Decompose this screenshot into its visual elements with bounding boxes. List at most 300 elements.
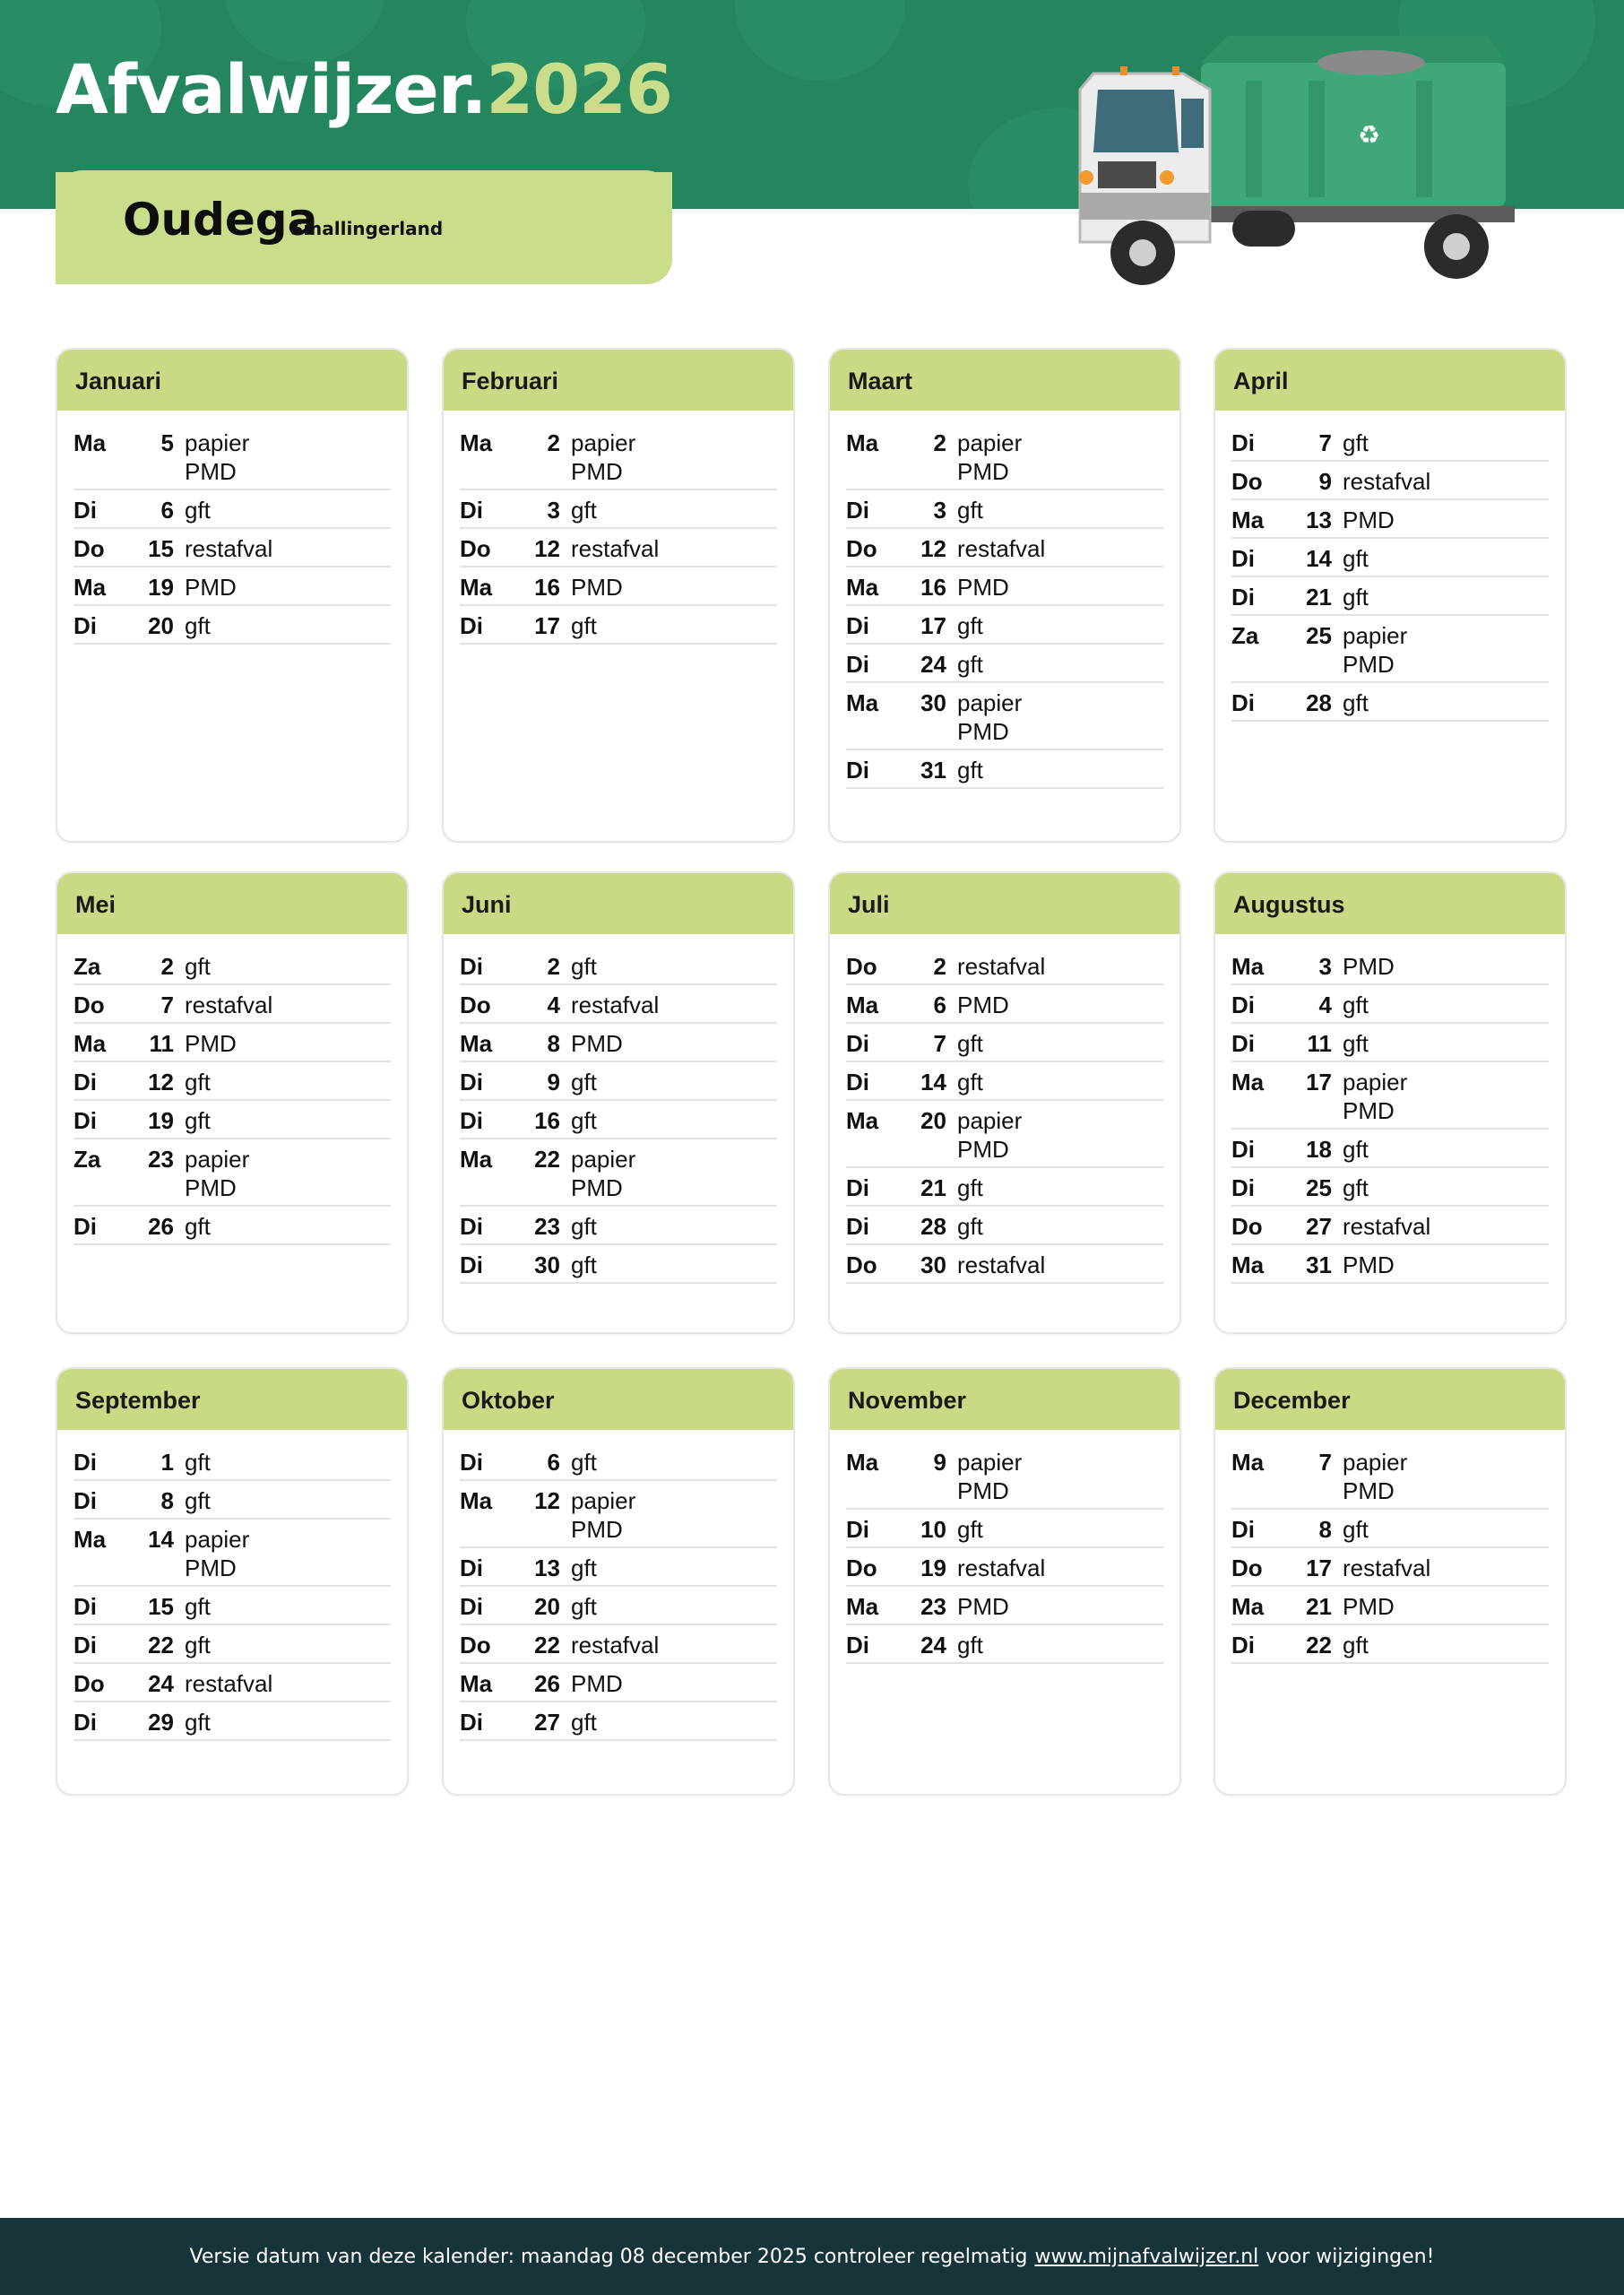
- waste-type: PMD: [571, 1174, 623, 1201]
- weekday: Di: [846, 1174, 869, 1201]
- collection-row: [460, 1481, 777, 1548]
- waste-types: [174, 429, 249, 486]
- waste-type: gft: [185, 497, 211, 524]
- collection-row: [73, 1481, 391, 1520]
- date-number: 17: [1306, 1555, 1332, 1581]
- collection-row: [846, 1062, 1163, 1101]
- date-number: 19: [148, 1107, 174, 1134]
- month-title: Augustus: [1215, 873, 1565, 934]
- collection-list: [444, 934, 793, 1284]
- weekday: Do: [846, 1555, 877, 1581]
- date-number: 22: [534, 1632, 560, 1658]
- waste-types: [560, 1448, 597, 1477]
- waste-type: gft: [957, 1069, 983, 1096]
- collection-row: [846, 1024, 1163, 1062]
- weekday: Di: [73, 612, 97, 639]
- collection-row: [73, 606, 391, 645]
- date-number: 21: [920, 1174, 946, 1201]
- waste-types: [560, 611, 597, 640]
- truck-headlight: [1079, 170, 1093, 185]
- waste-type: gft: [1343, 1516, 1369, 1543]
- waste-type: PMD: [571, 1670, 623, 1697]
- weekday: Ma: [460, 1146, 493, 1173]
- waste-type: gft: [185, 1632, 211, 1658]
- collection-row: [1231, 616, 1549, 683]
- waste-types: [946, 429, 1022, 486]
- collection-row: [460, 1062, 777, 1101]
- collection-row: [73, 1587, 391, 1625]
- date-number: 11: [149, 1030, 174, 1057]
- weekday: Di: [460, 1709, 483, 1736]
- weekday: Di: [846, 1030, 869, 1057]
- weekday: Di: [460, 1251, 483, 1278]
- waste-type: gft: [185, 1213, 211, 1240]
- weekday: Za: [73, 953, 101, 980]
- waste-types: [946, 1631, 983, 1659]
- waste-types: [560, 1592, 597, 1621]
- date-number: 31: [920, 757, 946, 784]
- waste-type: PMD: [571, 574, 623, 601]
- collection-row: [460, 947, 777, 985]
- month-card: [828, 871, 1181, 1334]
- collection-row: [1231, 1442, 1549, 1510]
- date-number: 2: [547, 429, 560, 456]
- date-number: 25: [1306, 1174, 1332, 1201]
- weekday: Do: [846, 535, 877, 562]
- collection-row: [1231, 423, 1549, 462]
- waste-types: [174, 1708, 211, 1736]
- footer-bar: [0, 2218, 1624, 2295]
- collection-row: [846, 423, 1163, 490]
- truck-grille: [1080, 193, 1210, 220]
- waste-types: [946, 756, 983, 784]
- waste-types: [174, 1145, 249, 1202]
- date-number: 17: [534, 612, 560, 639]
- waste-type: papier: [1343, 1449, 1408, 1476]
- truck-rib: [1246, 81, 1262, 197]
- date-number: 30: [920, 1251, 946, 1278]
- truck-windshield: [1093, 90, 1179, 152]
- weekday: Ma: [846, 574, 879, 601]
- weekday: Di: [460, 1069, 483, 1096]
- waste-types: [1332, 1631, 1369, 1659]
- month-card: [56, 348, 409, 843]
- date-number: 4: [1318, 992, 1332, 1018]
- date-number: 12: [534, 535, 560, 562]
- collection-row: [73, 1625, 391, 1664]
- weekday: Do: [846, 953, 877, 980]
- weekday: Di: [846, 1516, 869, 1543]
- date-number: 22: [148, 1632, 174, 1658]
- weekday: Di: [73, 1107, 97, 1134]
- waste-type: restafval: [571, 1632, 660, 1658]
- collection-row: [1231, 985, 1549, 1024]
- truck-grille-vent: [1098, 161, 1156, 188]
- truck-wheel: [1232, 211, 1295, 247]
- collection-row: [1231, 1625, 1549, 1664]
- waste-type: gft: [957, 497, 983, 524]
- waste-type: gft: [957, 612, 983, 639]
- garbage-truck-icon: [1058, 27, 1542, 296]
- date-number: 14: [920, 1069, 946, 1096]
- collection-row: [1231, 1168, 1549, 1207]
- waste-type: restafval: [957, 535, 1046, 562]
- weekday: Do: [1231, 1555, 1263, 1581]
- date-number: 3: [547, 497, 560, 524]
- waste-types: [560, 573, 623, 602]
- collection-row: [460, 1625, 777, 1664]
- date-number: 2: [933, 953, 946, 980]
- waste-type: gft: [571, 1251, 597, 1278]
- date-number: 8: [547, 1030, 560, 1057]
- waste-types: [1332, 1251, 1395, 1279]
- collection-row: [846, 750, 1163, 789]
- collection-row: [73, 1062, 391, 1101]
- waste-types: [174, 1592, 211, 1621]
- waste-types: [174, 1106, 211, 1135]
- brand-title: [56, 49, 672, 129]
- weekday: Ma: [73, 1030, 107, 1057]
- waste-types: [1332, 1173, 1369, 1202]
- date-number: 25: [1306, 622, 1332, 649]
- waste-types: [174, 952, 211, 981]
- weekday: Ma: [460, 1670, 493, 1697]
- waste-type: restafval: [1343, 468, 1431, 495]
- collection-row: [73, 423, 391, 490]
- weekday: Do: [73, 1670, 105, 1697]
- month-card: [1214, 1367, 1567, 1796]
- waste-type: PMD: [1343, 507, 1395, 533]
- month-card: [442, 348, 795, 843]
- date-number: 22: [534, 1146, 560, 1173]
- waste-type: restafval: [1343, 1555, 1431, 1581]
- date-number: 18: [1306, 1136, 1332, 1163]
- waste-types: [946, 534, 1045, 563]
- waste-type: restafval: [185, 535, 273, 562]
- collection-row: [1231, 539, 1549, 577]
- collection-row: [1231, 1130, 1549, 1168]
- date-number: 27: [534, 1709, 560, 1736]
- waste-types: [946, 1515, 983, 1544]
- weekday: Di: [460, 1555, 483, 1581]
- date-number: 17: [920, 612, 946, 639]
- date-number: 3: [933, 497, 946, 524]
- date-number: 16: [920, 574, 946, 601]
- collection-row: [73, 985, 391, 1024]
- waste-type: PMD: [1343, 953, 1395, 980]
- date-number: 19: [920, 1555, 946, 1581]
- date-number: 12: [920, 535, 946, 562]
- weekday: Di: [846, 612, 869, 639]
- weekday: Do: [460, 992, 491, 1018]
- weekday: Ma: [846, 1593, 879, 1620]
- waste-types: [1332, 1515, 1369, 1544]
- waste-type: gft: [957, 1516, 983, 1543]
- collection-list: [57, 411, 407, 645]
- date-number: 7: [160, 992, 174, 1018]
- waste-types: [174, 496, 211, 524]
- weekday: Di: [1231, 1030, 1255, 1057]
- weekday: Ma: [1231, 1593, 1265, 1620]
- waste-types: [1332, 1592, 1395, 1621]
- waste-type: PMD: [1343, 651, 1395, 678]
- date-number: 28: [920, 1213, 946, 1240]
- waste-type: PMD: [1343, 1251, 1395, 1278]
- truck-rib: [1416, 81, 1432, 197]
- collection-row: [460, 1548, 777, 1587]
- waste-type: gft: [571, 1709, 597, 1736]
- waste-types: [174, 1525, 249, 1582]
- collection-row: [460, 1245, 777, 1284]
- date-number: 23: [148, 1146, 174, 1173]
- date-number: 2: [933, 429, 946, 456]
- weekday: Di: [846, 497, 869, 524]
- date-number: 14: [148, 1526, 174, 1553]
- collection-row: [460, 606, 777, 645]
- weekday: Di: [846, 757, 869, 784]
- waste-types: [946, 1251, 1045, 1279]
- truck-headlight: [1160, 170, 1174, 185]
- collection-row: [73, 1664, 391, 1702]
- waste-type: PMD: [957, 992, 1009, 1018]
- collection-row: [460, 1207, 777, 1245]
- collection-row: [73, 947, 391, 985]
- collection-row: [460, 1664, 777, 1702]
- waste-types: [1332, 1554, 1430, 1582]
- waste-type: PMD: [571, 1516, 623, 1543]
- collection-row: [73, 1024, 391, 1062]
- waste-type: gft: [1343, 1136, 1369, 1163]
- weekday: Do: [73, 992, 105, 1018]
- date-number: 3: [1318, 953, 1332, 980]
- waste-types: [1332, 1029, 1369, 1058]
- month-title: Maart: [830, 350, 1179, 411]
- waste-type: gft: [957, 1174, 983, 1201]
- waste-types: [1332, 544, 1369, 573]
- waste-types: [560, 1554, 597, 1582]
- collection-row: [73, 1139, 391, 1207]
- waste-type: gft: [1343, 1030, 1369, 1057]
- waste-type: PMD: [571, 458, 623, 485]
- collection-row: [73, 529, 391, 567]
- weekday: Ma: [846, 429, 879, 456]
- date-number: 13: [534, 1555, 560, 1581]
- month-card: [828, 348, 1181, 843]
- waste-type: gft: [571, 612, 597, 639]
- collection-row: [1231, 1024, 1549, 1062]
- collection-row: [460, 1024, 777, 1062]
- collection-row: [846, 1625, 1163, 1664]
- waste-types: [174, 534, 272, 563]
- footer-link[interactable]: www.mijnafvalwijzer.nl: [1034, 2245, 1259, 2268]
- waste-types: [560, 952, 597, 981]
- waste-types: [174, 611, 211, 640]
- waste-types: [174, 1669, 272, 1698]
- waste-type: gft: [571, 1069, 597, 1096]
- waste-types: [1332, 1135, 1369, 1164]
- brand-word: Afvalwijzer.: [56, 49, 487, 129]
- collection-row: [1231, 1510, 1549, 1548]
- collection-row: [846, 1510, 1163, 1548]
- date-number: 22: [1306, 1632, 1332, 1658]
- waste-type: gft: [1343, 689, 1369, 716]
- month-card: [1214, 348, 1567, 843]
- collection-list: [830, 934, 1179, 1284]
- waste-types: [1332, 952, 1395, 981]
- waste-type: gft: [185, 1709, 211, 1736]
- waste-type: gft: [571, 1213, 597, 1240]
- month-card: [56, 871, 409, 1334]
- date-number: 17: [1306, 1069, 1332, 1096]
- month-title: Januari: [57, 350, 407, 411]
- waste-types: [1332, 583, 1369, 611]
- waste-type: gft: [957, 1030, 983, 1057]
- waste-type: gft: [957, 651, 983, 678]
- waste-type: PMD: [1343, 1097, 1395, 1124]
- waste-type: papier: [957, 1449, 1023, 1476]
- collection-row: [460, 567, 777, 606]
- weekday: Do: [1231, 1213, 1263, 1240]
- waste-type: gft: [957, 1213, 983, 1240]
- date-number: 9: [933, 1449, 946, 1476]
- weekday: Di: [73, 1487, 97, 1514]
- collection-row: [1231, 462, 1549, 500]
- waste-type: gft: [571, 953, 597, 980]
- waste-type: PMD: [185, 1555, 237, 1581]
- date-number: 27: [1306, 1213, 1332, 1240]
- date-number: 7: [933, 1030, 946, 1057]
- waste-type: restafval: [1343, 1213, 1431, 1240]
- waste-types: [560, 1029, 623, 1058]
- date-number: 12: [534, 1487, 560, 1514]
- weekday: Di: [1231, 1516, 1255, 1543]
- weekday: Di: [460, 497, 483, 524]
- month-card: [828, 1367, 1181, 1796]
- weekday: Di: [1231, 992, 1255, 1018]
- waste-type: restafval: [571, 535, 660, 562]
- waste-types: [946, 1068, 983, 1096]
- month-title: Mei: [57, 873, 407, 934]
- waste-types: [946, 688, 1022, 746]
- waste-type: gft: [571, 1449, 597, 1476]
- waste-types: [174, 1212, 211, 1241]
- weekday: Ma: [1231, 1069, 1265, 1096]
- waste-types: [1332, 1068, 1407, 1125]
- collection-row: [460, 490, 777, 529]
- waste-types: [560, 496, 597, 524]
- waste-type: papier: [571, 429, 636, 456]
- date-number: 8: [160, 1487, 174, 1514]
- waste-type: papier: [957, 429, 1023, 456]
- waste-type: papier: [1343, 622, 1408, 649]
- collection-list: [830, 1430, 1179, 1664]
- waste-types: [1332, 991, 1369, 1019]
- collection-row: [846, 1207, 1163, 1245]
- waste-types: [174, 1448, 211, 1477]
- waste-types: [174, 1486, 211, 1515]
- month-title: September: [57, 1369, 407, 1430]
- date-number: 31: [1306, 1251, 1332, 1278]
- weekday: Do: [73, 535, 105, 562]
- month-title: Juli: [830, 873, 1179, 934]
- waste-types: [1332, 1212, 1430, 1241]
- waste-types: [560, 534, 659, 563]
- weekday: Di: [1231, 429, 1255, 456]
- waste-type: papier: [957, 689, 1023, 716]
- waste-types: [560, 1212, 597, 1241]
- truck-side-window: [1181, 99, 1204, 148]
- weekday: Di: [846, 1069, 869, 1096]
- weekday: Za: [73, 1146, 101, 1173]
- month-title: Juni: [444, 873, 793, 934]
- waste-types: [946, 1029, 983, 1058]
- waste-type: PMD: [185, 574, 237, 601]
- weekday: Ma: [1231, 1449, 1265, 1476]
- waste-types: [560, 1669, 623, 1698]
- waste-types: [1332, 506, 1395, 534]
- month-title: Oktober: [444, 1369, 793, 1430]
- date-number: 15: [148, 1593, 174, 1620]
- waste-types: [1332, 429, 1369, 457]
- waste-type: gft: [1343, 992, 1369, 1018]
- waste-type: gft: [1343, 1174, 1369, 1201]
- weekday: Ma: [460, 1030, 493, 1057]
- month-title: Februari: [444, 350, 793, 411]
- date-number: 19: [148, 574, 174, 601]
- waste-types: [946, 1173, 983, 1202]
- municipality-name: Smallingerland: [290, 218, 444, 239]
- date-number: 7: [1318, 1449, 1332, 1476]
- weekday: Di: [846, 1213, 869, 1240]
- waste-types: [946, 611, 983, 640]
- waste-type: gft: [1343, 429, 1369, 456]
- weekday: Ma: [846, 689, 879, 716]
- weekday: Ma: [73, 1526, 107, 1553]
- waste-type: gft: [185, 1487, 211, 1514]
- waste-type: gft: [1343, 1632, 1369, 1658]
- weekday: Di: [73, 1213, 97, 1240]
- waste-type: PMD: [185, 1030, 237, 1057]
- waste-type: PMD: [957, 1477, 1009, 1504]
- waste-types: [174, 1631, 211, 1659]
- truck-beacon: [1172, 66, 1179, 75]
- weekday: Do: [460, 1632, 491, 1658]
- collection-row: [73, 490, 391, 529]
- collection-row: [460, 1702, 777, 1741]
- month-title: November: [830, 1369, 1179, 1430]
- waste-type: restafval: [957, 1251, 1046, 1278]
- weekday: Ma: [460, 574, 493, 601]
- collection-row: [73, 1702, 391, 1741]
- waste-type: PMD: [1343, 1593, 1395, 1620]
- weekday: Di: [1231, 545, 1255, 572]
- date-number: 6: [160, 497, 174, 524]
- waste-types: [174, 1029, 237, 1058]
- collection-row: [1231, 577, 1549, 616]
- month-card: [1214, 871, 1567, 1334]
- waste-types: [946, 991, 1009, 1019]
- weekday: Di: [460, 1593, 483, 1620]
- collection-row: [1231, 683, 1549, 722]
- collection-row: [1231, 947, 1549, 985]
- waste-type: papier: [185, 1146, 250, 1173]
- collection-row: [1231, 1062, 1549, 1130]
- collection-row: [460, 1587, 777, 1625]
- collection-list: [1215, 411, 1565, 722]
- date-number: 26: [148, 1213, 174, 1240]
- collection-row: [846, 1548, 1163, 1587]
- weekday: Di: [1231, 689, 1255, 716]
